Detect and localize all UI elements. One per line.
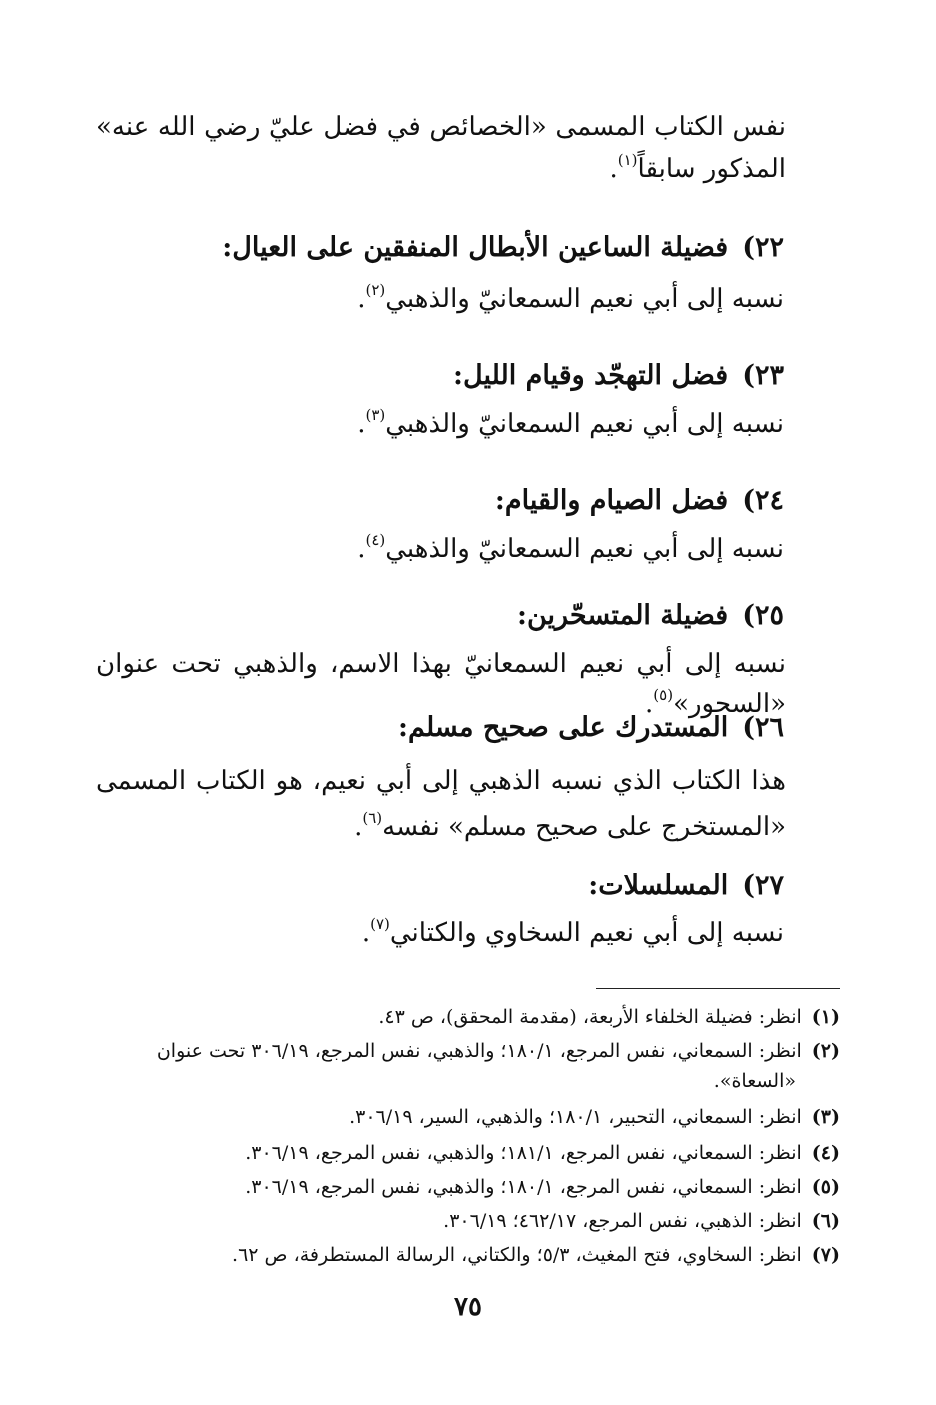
footnote-ref: (١) [617, 151, 638, 170]
footnote-ref: (٥) [653, 686, 674, 705]
footnote [92, 1002, 840, 1032]
section-heading [398, 708, 784, 748]
section-number: ٢٧) [742, 870, 784, 901]
section-number: ٢٢) [742, 232, 784, 263]
footnote [92, 1240, 840, 1270]
section-number: ٢٥) [742, 600, 784, 631]
section-number: ٢٦) [742, 712, 784, 743]
footnote-text: انظر: السخاوي، فتح المغيث، ٥/٣؛ والكتاني، الرسالة المستطرفة، ص ٦٢. [232, 1244, 802, 1266]
footnote [92, 1036, 840, 1096]
footnote-ref: (٤) [365, 531, 386, 550]
footnote-ref: (٢) [365, 281, 386, 300]
section-number: ٢٣) [742, 360, 784, 391]
footnote-text: انظر: فضيلة الخلفاء الأربعة، (مقدمة المحقق)، ص ٤٣. [378, 1006, 802, 1028]
footnote-text: انظر: السمعاني، التحبير، ١٨٠/١؛ والذهبي، السير، ٣٠٦/١٩. [349, 1106, 802, 1128]
footnote-text: انظر: الذهبي، نفس المرجع، ٤٦٢/١٧؛ ٣٠٦/١٩. [443, 1210, 802, 1232]
section-text: نسبه إلى أبي نعيم السمعانيّ والذهبي$^{(٢)}$. [357, 281, 784, 314]
section-heading [453, 356, 784, 396]
section-text: هذا الكتاب الذي نسبه الذهبي إلى أبي نعيم، هو الكتاب المسمى «المستخرج على صحيح مسلم» نفسه$^{(٦)}$. [96, 766, 786, 842]
page-number: ٧٥ [454, 1292, 482, 1322]
section-text: نسبه إلى أبي نعيم السمعانيّ والذهبي$^{(٤)}$. [357, 531, 784, 564]
section-heading [222, 228, 784, 268]
section-number: ٢٤) [742, 485, 784, 516]
footnote [92, 1172, 840, 1202]
footnote-number: (٥) [811, 1176, 840, 1198]
section-heading [517, 596, 784, 636]
footnote-number: (١) [811, 1006, 840, 1028]
footnote-ref: (٣) [365, 406, 386, 425]
footnote-number: (٣) [811, 1106, 840, 1128]
section-title: فضيلة الساعين الأبطال المنفقين على العيال: [222, 232, 729, 263]
footnote-ref: (٧) [370, 915, 390, 934]
section-title: المستدرك على صحيح مسلم: [398, 712, 729, 743]
section-text: نسبه إلى أبي نعيم السخاوي والكتاني$^{(٧)}$. [361, 915, 784, 948]
footnote-text: انظر: السمعاني، نفس المرجع، ١٨٠/١؛ والذهبي، نفس المرجع، ٣٠٦/١٩ تحت عنوان «السعاة». [156, 1040, 802, 1092]
footnote [92, 1138, 840, 1168]
footnote-number: (٦) [811, 1210, 840, 1232]
section-title: فضيلة المتسحّرين: [516, 600, 729, 631]
intro-paragraph: نفس الكتاب المسمى «الخصائص في فضل عليّ رضي الله عنه» المذكور سابقاً$^{(١)}$. [96, 112, 786, 184]
footnote-ref: (٦) [362, 809, 383, 828]
footnote-text: انظر: السمعاني، نفس المرجع، ١٨١/١؛ والذهبي، نفس المرجع، ٣٠٦/١٩. [245, 1142, 802, 1164]
footnote-number: (٤) [811, 1142, 840, 1164]
section-heading [588, 866, 784, 906]
footnote [92, 1206, 840, 1236]
footnote [92, 1102, 840, 1132]
footnote-divider [596, 988, 840, 989]
section-text: نسبه إلى أبي نعيم السمعانيّ والذهبي$^{(٣)}$. [357, 406, 784, 439]
section-title: المسلسلات: [588, 870, 729, 901]
section-heading [495, 481, 784, 521]
intro-text: نفس الكتاب المسمى «الخصائص في فضل عليّ رضي الله عنه» المذكور سابقاً [96, 112, 786, 184]
section-title: فضل التهجّد وقيام الليل: [453, 360, 729, 391]
footnote-number: (٢) [811, 1040, 840, 1062]
section-text: نسبه إلى أبي نعيم السمعانيّ بهذا الاسم، والذهبي تحت عنوان «السحور»$^{(٥)}$. [96, 649, 786, 719]
section-title: فضل الصيام والقيام: [494, 485, 729, 516]
footnote-text: انظر: السمعاني، نفس المرجع، ١٨٠/١؛ والذهبي، نفس المرجع، ٣٠٦/١٩. [245, 1176, 802, 1198]
footnote-number: (٧) [811, 1244, 840, 1266]
